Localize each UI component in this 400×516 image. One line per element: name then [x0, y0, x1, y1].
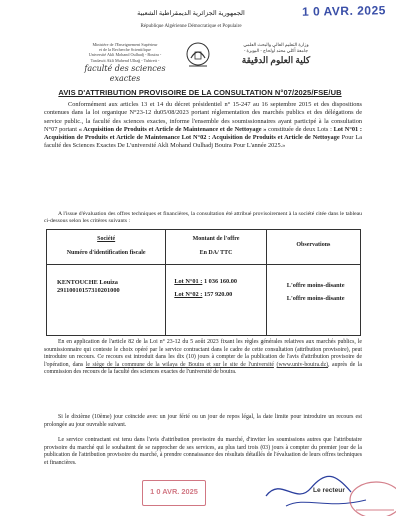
cell-company	[47, 265, 166, 336]
header-nif-label: Numéro d'identification fiscale	[66, 250, 146, 256]
consultation-object: « Acquisition de Produits et Article de Maintenance et de Nettoyage »	[78, 125, 267, 133]
header-right-line: وزارة التعليم العالي والبحث العلمي	[243, 42, 309, 47]
lot2-amount: 157 920.00	[203, 291, 233, 298]
header-right-line: جامعة أكلي محند أولحاج - البويرة -	[243, 47, 309, 53]
signature-stamp-icon	[226, 466, 396, 516]
paragraph-recourse-text-a: En en application de l'article 82 de la Loi n° 23-12 du 5 août 2023 fixant les règles générales relatives aux marchés publics, le soumissionnaire qui conteste le choix opéré par le service contractant dans le cadre de cette consultation (attribution provisoire), peut introduire un recours. Ce recours est introduit dans les dix (10) jours à compter de la publication de l'avis d'attribution provisoire de l'opération, dans	[44, 339, 362, 368]
university-logo-icon	[183, 40, 213, 70]
observation-lot2: L'offre moins-disante	[286, 295, 345, 302]
paragraph-deadline	[44, 414, 362, 429]
table-header-company	[47, 230, 166, 265]
header-left-line: Université Akli Mohand Oulhadj - Bouira -	[88, 52, 162, 58]
lots-description: Lot N°01 : Acquisition de Produits et Article de Maintenance Lot N°02 : Acquisition de Produits et Article de Nettoyage	[44, 125, 362, 142]
lot1-amount: 1 036 160.00	[203, 278, 238, 285]
paragraph-intro-text-c: Pour La faculté des Sciences Exactes De L'université Akli Mohand Oulhadj Bouira Pour L'année 2025.»	[44, 134, 362, 150]
header-observations-label: Observations	[296, 242, 331, 248]
header-right-block	[222, 42, 330, 66]
table-header-observations	[266, 230, 360, 265]
cell-observations	[266, 265, 360, 336]
table-header-amount	[166, 230, 266, 265]
paragraph-intro	[44, 101, 362, 151]
university-website-link[interactable]: (www.univ-bouira.dz)	[276, 361, 329, 368]
company-nif: 29110010157310201000	[57, 287, 120, 294]
date-stamp-bottom-text: 1 0 AVR. 2025	[150, 487, 198, 496]
paragraph-recourse-text-b: , auprès de la commission des recours de la faculté des sciences exactes de l'université de bouira.	[44, 361, 362, 376]
paragraph-invitation-text: Le service contractant est tenu dans l'avis d'attribution provisoire du marché, d'inviter les soumissions autres que l'attributaire provisoire du marché qui le souhaitent de se rapprocher de ses services, au plus tard trois (03) jours à compter du premier jour de la publication de l'attribution provisoire du marché, à prendre connaissance des résultats détaillés de l'évaluation de leurs offres techniques et financières.	[44, 437, 362, 466]
table-header-row	[47, 230, 361, 265]
page-title: AVIS D'ATTRIBUTION PROVISOIRE DE LA CONSULTATION N°07/2025/FSE/UB	[58, 88, 342, 97]
table-row	[47, 265, 361, 336]
paragraph-intro-text-b: constituée de deux Lots :	[268, 125, 332, 133]
paragraph-invitation	[44, 437, 362, 467]
header-currency-label: En DA/ TTC	[199, 250, 233, 256]
observation-lot1: L'offre moins-disante	[286, 282, 345, 289]
header-republic-fr: République Algérienne Démocratique et Populaire	[140, 24, 242, 29]
faculty-name-fr: faculté des sciences exactes	[84, 63, 166, 83]
signature-label: Le recteur	[313, 487, 345, 494]
header-amount-label: Montant de l'offre	[192, 236, 240, 242]
lot1-label: Lot N°01 :	[174, 278, 203, 285]
results-table	[46, 229, 361, 336]
paragraph-evaluation	[44, 211, 362, 226]
faculty-name-ar: كلية العلوم الدقيقة	[241, 55, 311, 66]
header-arabic-republic: الجمهورية الجزائرية الديمقراطية الشعبية	[137, 10, 245, 17]
cell-amount	[166, 265, 266, 336]
paragraph-recourse	[44, 339, 362, 377]
header-left-line: Ministère de l'Enseignement Supérieur	[92, 42, 158, 47]
date-stamp-bottom	[142, 480, 206, 506]
lot2-label: Lot N°02 :	[174, 291, 203, 298]
paragraph-deadline-text: Si le dixième (10ème) jour coïncide avec un jour férié ou un jour de repos légal, la date limite pour introduire un recours est prolongée au jour ouvrable suivant.	[44, 414, 362, 428]
header-left-block	[70, 42, 180, 84]
paragraph-intro-text-a: Conformément aux articles 13 et 14 du décret présidentiel n° 15-247 au 16 septembre 2015 et des dispositions contenues dans la loi organique N°23-12 du05/08/2023 portant réglementation des marchés publics et des délégations de service public., la faculté des sciences exactes, informe l'ensemble des soumissionnaires ayant participé à la consultation N°07 portant	[44, 101, 362, 133]
company-name: KENTOUCHE Louiza	[57, 279, 118, 286]
paragraph-evaluation-text: A l'issue d'évaluation des offres techniques et financières, la consultation été attribué provisoirement à la société citée dans le tableau ci-dessous selon les critères suivants :	[44, 211, 362, 225]
header-left-line: Tasdawit Akli Muhend Ulhağ - Tubirett -	[90, 57, 160, 63]
publication-site-text: le siège de la commune de la wilaya de Bouira et sur le site de l'université	[85, 361, 274, 368]
date-stamp-top: 1 0 AVR. 2025	[301, 3, 387, 19]
header-left-line: et de la Recherche Scientifique	[98, 47, 152, 53]
header-company-label: Société	[97, 236, 116, 242]
